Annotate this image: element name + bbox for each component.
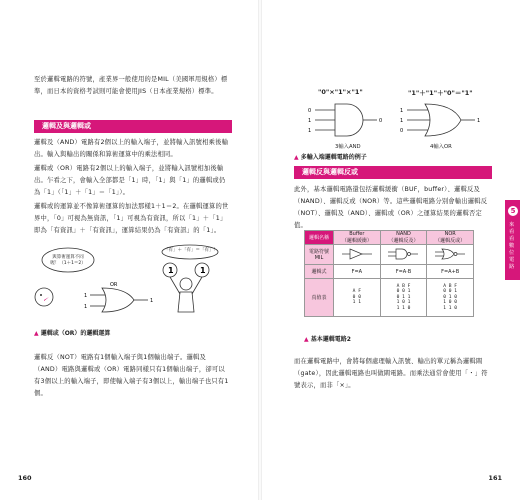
table-header-nor: NOR （邏輯反或） [427,231,474,245]
basic-gates-paragraph: 此外，基本邏輯電路還包括邏輯緩衝（BUF，buffer）、邏輯反及（NAND）、邏輯反或（NOR）等。這些邏輯電路分別會輸出邏輯反（NOT）、邏輯及（AND）、邏輯或（OR）之運算結果的邏輯否定值。 [294,186,488,229]
page-number-left: 160 [18,474,32,482]
expr-buffer: F=A [334,265,381,279]
chapter-tab [505,200,520,280]
intro-paragraph: 至於邏輯電路的符號，產業界一般使用的是MIL（美國軍用規格）標準，而日本的資格考試則可能會使用JIS（日本產業規格）標準。 [34,76,228,95]
gate-paragraph: 而在邏輯電路中，會將每個處理輸入訊號、輸出的單元稱為邏輯閘（gate），因此邏輯電路也叫做閘電路。而乘法通常會使用「・」符號表示，而非「×」。 [294,358,488,389]
gate1-label: 3輸入AND [335,144,361,150]
or-gate-4-input [407,104,475,136]
svg-text:1: 1 [200,266,206,275]
right-page [260,0,520,500]
basic-logic-table [304,230,474,317]
truth-table-nand: A B F 0 0 1 0 1 1 1 0 1 1 1 0 [380,279,427,317]
svg-text:1: 1 [400,118,404,124]
page-number-right: 161 [488,474,502,482]
caption-multi-input: ▲ 多輸入端邏輯電路的例子 [294,152,367,161]
svg-text:0: 0 [379,118,383,124]
svg-text:1: 1 [308,128,312,134]
table-header-nand: NAND （邏輯反及） [380,231,427,245]
speech-bubble-small-text: 與算術運算不同喔！（1＋1＝2） [50,255,86,266]
expr-nand: F=A·B [380,265,427,279]
svg-text:1: 1 [84,304,88,310]
or-gate-symbol [90,288,148,312]
chapter-number: 5 [508,206,518,216]
expr-nor: F=A+B [427,265,474,279]
svg-text:OR: OR [110,282,118,288]
svg-text:0: 0 [308,108,312,114]
svg-text:0: 0 [400,128,404,134]
and-gate-3-input [315,104,377,136]
round-character [35,288,53,306]
svg-text:1: 1 [150,298,154,304]
table-row-label-symbol: 電路符號 MIL [305,245,334,265]
table-header-buffer: Buffer （邏輯緩衝） [334,231,381,245]
section-header-nand-nor: 邏輯反與邏輯反或 [294,166,492,179]
or-logic-paragraph: 邏輯或的運算並不像算術運算的加法那樣1＋1＝2。在邏輯運算的世界中，「0」可視為無資訊，「1」可視為有資訊，所以「1」＋「1」即為「有資訊」＋「有資訊」，運算結果仍為「有資訊」的「1」。 [34,203,229,234]
table-header-name: 邏輯名稱 [305,231,334,245]
multi-input-gates [305,100,485,150]
or-paragraph: 邏輯或（OR）電路有2個以上的輸入端子，並將輸入訊號相加後輸出。乍看之下，會輸入全部都是「1」時，「1」與「1」的邏輯或仍為「1」（「1」＋「1」＝「1」）。 [34,165,226,196]
table-row-label-truth: 真值表 [305,279,334,317]
svg-text:1: 1 [84,293,88,299]
and-paragraph: 邏輯及（AND）電路有2個以上的輸入端子，並將輸入訊號相乘後輸出。輸入與輸出的關係和算術運算中的乘法相同。 [34,139,229,158]
equation-and: "0"×"1"×"1" [318,88,363,96]
equation-or: "1"＋"1"＋"0"＝"1" [408,89,473,97]
caption-basic-logic-2: ▲ 基本邏輯電路2 [304,334,351,343]
nor-symbol [427,245,474,265]
buffer-symbol [334,245,381,265]
svg-text:1: 1 [308,118,312,124]
chapter-title: 來看看數位電路 [509,222,515,270]
speech-bubble-big-text: 「有」＋「有」＝「有」！ [164,248,218,253]
gate2-label: 4輸入OR [430,144,452,150]
caption-or-operation: ▲ 邏輯或（OR）的邏輯運算 [34,328,110,337]
truth-table-nor: A B F 0 0 1 0 1 0 1 0 0 1 1 0 [427,279,474,317]
svg-text:1: 1 [400,108,404,114]
truth-table-buffer: A F 0 0 1 1 [334,279,381,317]
person-holding-cards [163,263,209,312]
table-row-label-expr: 邏輯式 [305,265,334,279]
svg-text:1: 1 [168,266,174,275]
section-header-and-or: 邏輯及與邏輯或 [34,120,232,133]
svg-text:1: 1 [477,118,481,124]
not-paragraph: 邏輯反（NOT）電路有1個輸入端子與1個輸出端子。邏輯及（AND）電路與邏輯或（OR）電路同樣只有1個輸出端子，卻可以有3個以上的輸入端子，即使輸入端子有3個以上，輸出端子也只有1個。 [34,354,229,397]
nand-symbol [380,245,427,265]
